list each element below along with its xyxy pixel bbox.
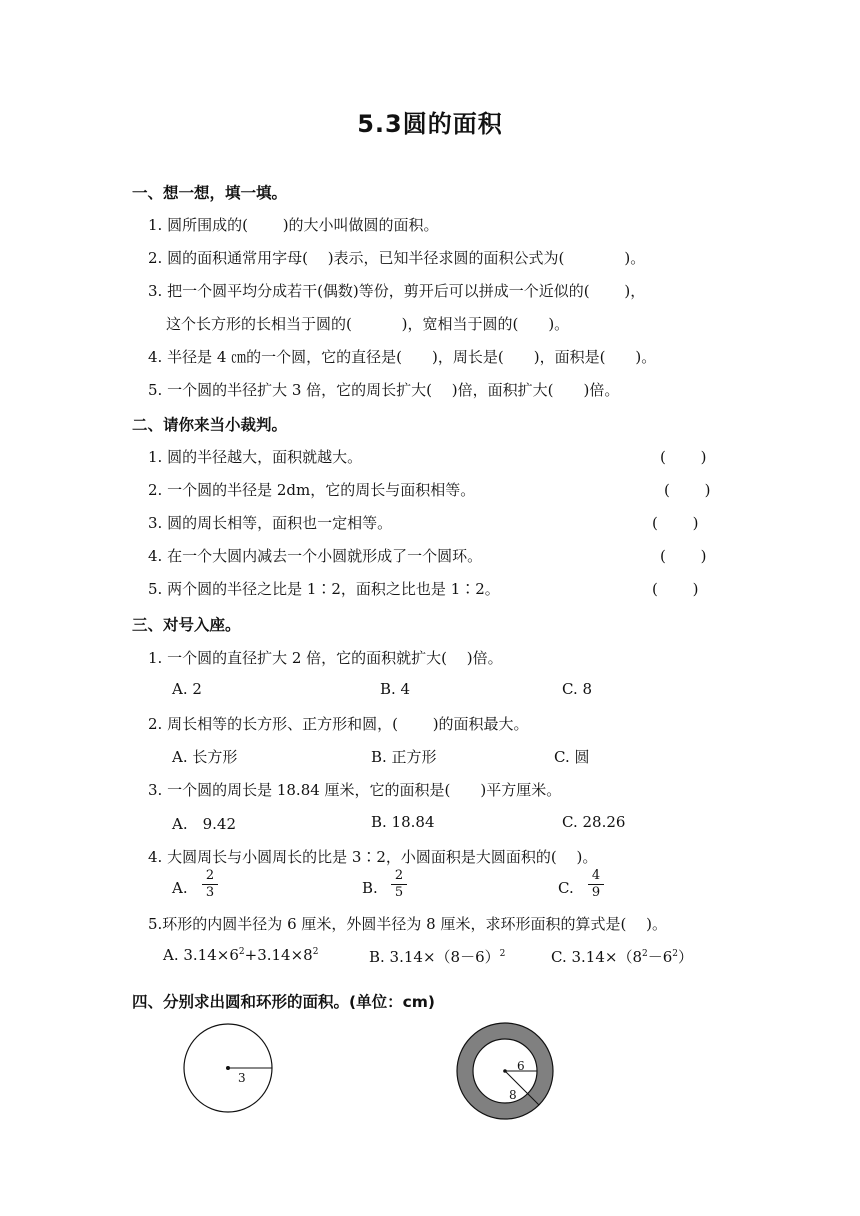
exponent: 2	[238, 947, 245, 957]
exponent: 2	[672, 949, 679, 959]
section-1-heading: 一、想一想，填一填。	[132, 184, 288, 202]
choice-1-option-a: A. 2	[172, 680, 202, 698]
choice-5-option-c	[551, 946, 693, 967]
fill-question-4: 4. 半径是 4 ㎝的一个圆，它的直径是( )，周长是( )，面积是( )。	[148, 348, 657, 366]
inner-radius-label: 6	[517, 1059, 525, 1073]
choice-question-3: 3. 一个圆的周长是 18.84 厘米，它的面积是( )平方厘米。	[148, 781, 562, 799]
choice-4-option-b-fraction	[391, 869, 407, 900]
judge-question-1: 1. 圆的半径越大，面积就越大。	[148, 448, 363, 466]
choice-4-option-b-letter: B.	[362, 879, 378, 897]
choice-3-option-c: C. 28.26	[562, 813, 626, 831]
choice-4-option-a-fraction	[202, 869, 218, 900]
fraction-denominator: 3	[205, 885, 215, 900]
choice-3-option-b: B. 18.84	[371, 813, 435, 831]
section-4-heading: 四、分别求出圆和环形的面积。(单位：cm)	[132, 993, 436, 1011]
fraction-denominator: 9	[591, 885, 601, 900]
judge-question-4: 4. 在一个大圆内减去一个小圆就形成了一个圆环。	[148, 547, 483, 565]
fill-question-3-cont: 这个长方形的长相当于圆的( )，宽相当于圆的( )。	[166, 315, 570, 333]
circle-figure	[183, 1023, 275, 1115]
judge-answer-blank-2: ( )	[664, 481, 711, 499]
choice-question-2: 2. 周长相等的长方形、正方形和圆，( )的面积最大。	[148, 715, 529, 733]
choice-5-option-b	[369, 946, 505, 967]
outer-radius-label: 8	[509, 1088, 517, 1102]
exponent: 2	[312, 947, 319, 957]
exponent: 2	[499, 949, 506, 959]
judge-question-5: 5. 两个圆的半径之比是 1∶2，面积之比也是 1∶2。	[148, 580, 500, 598]
judge-question-3: 3. 圆的周长相等，面积也一定相等。	[148, 514, 393, 532]
option-a-part-1: A. 3.14×6	[163, 946, 239, 964]
fill-question-2: 2. 圆的面积通常用字母( )表示，已知半径求圆的面积公式为( )。	[148, 249, 646, 267]
section-2-heading: 二、请你来当小裁判。	[132, 416, 288, 434]
choice-5-option-a	[163, 946, 318, 964]
option-a-part-2: +3.14×8	[244, 946, 313, 964]
judge-answer-blank-4: ( )	[660, 547, 707, 565]
choice-2-option-c: C. 圆	[554, 748, 590, 766]
fill-question-3: 3. 把一个圆平均分成若干(偶数)等份，剪开后可以拼成一个近似的( )，	[148, 282, 646, 300]
center-dot	[226, 1066, 230, 1070]
judge-question-2: 2. 一个圆的半径是 2dm，它的周长与面积相等。	[148, 481, 476, 499]
choice-2-option-a: A. 长方形	[172, 748, 238, 766]
choice-4-option-a-letter: A.	[172, 879, 188, 897]
choice-4-option-c-fraction	[588, 869, 604, 900]
option-c-part-1: C. 3.14×（8	[551, 948, 642, 966]
fraction-denominator: 5	[394, 885, 404, 900]
choice-3-option-a: A. 9.42	[172, 815, 236, 833]
option-c-part-2: －6	[647, 948, 673, 966]
choice-4-option-c-letter: C.	[558, 879, 574, 897]
judge-answer-blank-5: ( )	[652, 580, 699, 598]
choice-question-1: 1. 一个圆的直径扩大 2 倍，它的面积就扩大( )倍。	[148, 649, 503, 667]
fraction-numerator: 2	[394, 868, 404, 883]
ring-figure	[455, 1021, 555, 1121]
fraction-numerator: 4	[591, 868, 601, 883]
option-b-part-1: B. 3.14×（8－6）	[369, 948, 500, 966]
radius-label: 3	[238, 1071, 246, 1085]
fraction-numerator: 2	[205, 868, 215, 883]
exponent: 2	[642, 949, 648, 959]
option-c-part-3: ）	[678, 948, 694, 966]
page-title: 5.3圆的面积	[357, 110, 503, 138]
section-3-heading: 三、对号入座。	[132, 616, 241, 634]
choice-question-5: 5.环形的内圆半径为 6 厘米，外圆半径为 8 厘米，求环形面积的算式是( )。	[148, 915, 667, 933]
choice-question-4: 4. 大圆周长与小圆周长的比是 3∶2，小圆面积是大圆面积的( )。	[148, 848, 598, 866]
judge-answer-blank-3: ( )	[652, 514, 699, 532]
ring-center-dot	[503, 1069, 507, 1073]
fill-question-1: 1. 圆所围成的( )的大小叫做圆的面积。	[148, 216, 439, 234]
choice-1-option-c: C. 8	[562, 680, 593, 698]
fill-question-5: 5. 一个圆的半径扩大 3 倍，它的周长扩大( )倍，面积扩大( )倍。	[148, 381, 620, 399]
choice-2-option-b: B. 正方形	[371, 748, 437, 766]
judge-answer-blank-1: ( )	[660, 448, 707, 466]
choice-1-option-b: B. 4	[380, 680, 411, 698]
